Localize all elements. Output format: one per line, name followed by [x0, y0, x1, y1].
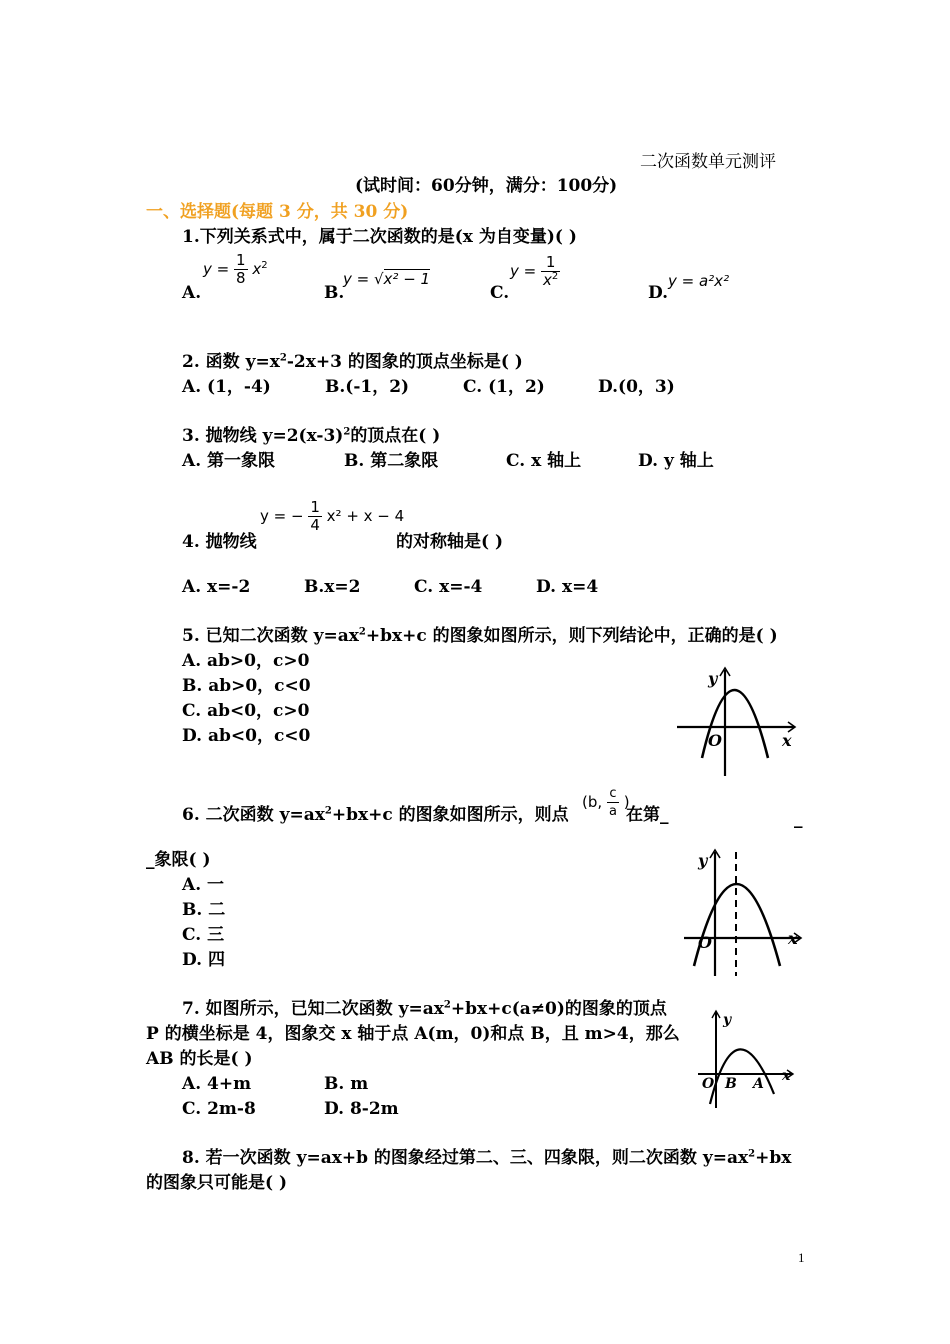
- q5-x-label: x: [782, 731, 792, 750]
- q7-option-d: D. 8-2m: [324, 1099, 399, 1119]
- q1-stem: 1.下列关系式中，属于二次函数的是(x 为自变量)( ): [182, 227, 577, 247]
- q6-origin-label: O: [698, 933, 712, 952]
- q7-option-b: B. m: [324, 1074, 369, 1094]
- q6-point-formula: (b, $\frac{c}{a}$ ): [582, 786, 630, 819]
- q4-option-a: A. x=-2: [182, 577, 251, 597]
- q8-stem-line1: 8. 若一次函数 y=ax+b 的图象经过第二、三、四象限，则二次函数 $y=ax^2+bx$: [182, 1148, 792, 1168]
- q4-stem-end: 的对称轴是( ): [396, 532, 504, 552]
- q6-y-label: y: [698, 851, 708, 870]
- q3-option-d: D. y 轴上: [638, 451, 714, 471]
- q1-formula-a: y = $\frac{1}{8}$ $x^2$: [203, 251, 268, 287]
- q4-option-b: B.x=2: [304, 577, 361, 597]
- q6-stem-line2: _象限( ): [146, 850, 211, 870]
- q7-y-label: y: [723, 1012, 732, 1028]
- q2-option-c: C. (1，2): [463, 377, 545, 397]
- q6-option-d: D. 四: [182, 950, 225, 970]
- q6-stem-tail: 在第_: [626, 805, 669, 825]
- q1-formula-d: y = a²x²: [668, 272, 730, 290]
- q7-x-label: x: [782, 1068, 791, 1084]
- q7-stem-line3: AB 的长是( ): [146, 1049, 253, 1069]
- q1-formula-c: y = $\frac{1}{x^2}$: [510, 253, 559, 289]
- q7-origin-label: O: [702, 1076, 715, 1092]
- q6-option-b: B. 二: [182, 900, 226, 920]
- q2-option-d: D.(0，3): [598, 377, 675, 397]
- q6-stem: 6. 二次函数 $y=ax^2+bx+c$ 的图象如图所示，则点: [182, 805, 569, 825]
- q2-stem: 2. 函数 $y=x^2-2x+3$ 的图象的顶点坐标是( ): [182, 352, 523, 372]
- q5-origin-label: O: [708, 731, 722, 750]
- q5-option-b: B. ab>0，c<0: [182, 676, 311, 696]
- document-title: 二次函数单元测评: [640, 152, 776, 172]
- page-number: 1: [798, 1250, 805, 1265]
- q4-option-d: D. x=4: [536, 577, 599, 597]
- q4-option-c: C. x=-4: [414, 577, 483, 597]
- document-subtitle: (试时间：60分钟，满分：100分): [355, 176, 618, 196]
- q4-stem-start: 4. 抛物线: [182, 532, 257, 552]
- section-heading: 一、选择题(每题 3 分，共 30 分): [146, 202, 409, 222]
- q1-option-c: C.: [490, 283, 510, 303]
- q7-parabola-figure: [696, 1008, 798, 1112]
- q3-option-b: B. 第二象限: [344, 451, 439, 471]
- q7-point-a-label: A: [753, 1076, 764, 1092]
- q6-parabola-figure: [680, 846, 808, 980]
- q5-parabola-figure: [672, 662, 802, 780]
- q5-option-a: A. ab>0，c>0: [182, 651, 310, 671]
- q7-stem-line2: P 的横坐标是 4，图象交 x 轴于点 A(m，0)和点 B，且 m>4，那么: [146, 1024, 680, 1044]
- q1-option-a: A.: [182, 283, 202, 303]
- q5-option-d: D. ab<0，c<0: [182, 726, 311, 746]
- q2-option-b: B.(-1，2): [325, 377, 410, 397]
- q8-stem-line2: 的图象只可能是( ): [146, 1173, 288, 1193]
- q6-blank-end: _: [794, 809, 803, 829]
- q1-option-d: D.: [648, 283, 669, 303]
- q1-option-b: B.: [324, 283, 345, 303]
- q5-option-c: C. ab<0，c>0: [182, 701, 310, 721]
- q4-formula: y = − $\frac{1}{4}$ x² + x − 4: [260, 498, 405, 534]
- q7-stem-line1: 7. 如图所示，已知二次函数 $y=ax^2+bx+c(a\ne 0)$的图象的顶点: [182, 999, 667, 1019]
- q2-option-a: A. (1，-4): [182, 377, 271, 397]
- q5-stem: 5. 已知二次函数 $y=ax^2+bx+c$ 的图象如图所示，则下列结论中，正确的是( ): [182, 626, 778, 646]
- q7-point-b-label: B: [725, 1076, 737, 1092]
- q6-x-label: x: [788, 929, 798, 948]
- q3-option-c: C. x 轴上: [506, 451, 582, 471]
- q3-stem: 3. 抛物线 $y=2(x-3)^2$的顶点在( ): [182, 426, 441, 446]
- q3-option-a: A. 第一象限: [182, 451, 276, 471]
- q7-option-c: C. 2m-8: [182, 1099, 256, 1119]
- q6-option-c: C. 三: [182, 925, 225, 945]
- q7-option-a: A. 4+m: [182, 1074, 252, 1094]
- q6-option-a: A. 一: [182, 875, 225, 895]
- q1-formula-b: y = √x² − 1: [343, 270, 431, 288]
- q5-y-label: y: [708, 669, 718, 688]
